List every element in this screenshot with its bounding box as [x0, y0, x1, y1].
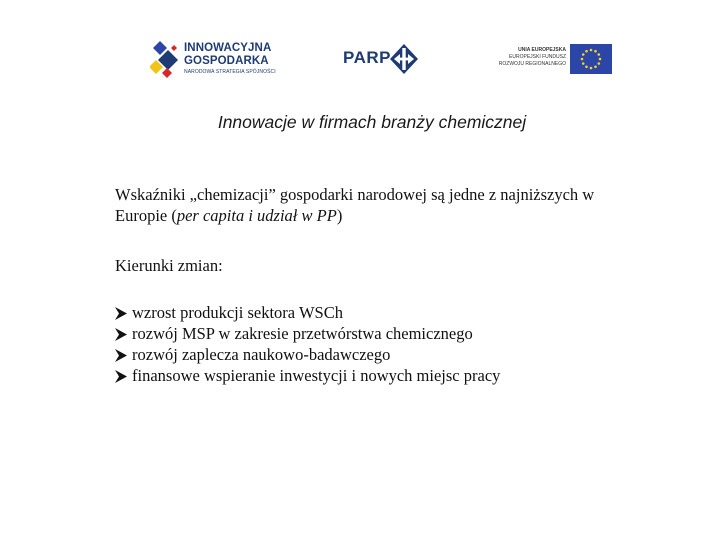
bullet-list [115, 302, 635, 386]
arrow-bullet-icon [115, 305, 132, 318]
logo-text-innowacyjna: INNOWACYJNA [184, 42, 272, 54]
paragraph-chemizacja [115, 184, 635, 226]
paragraph-kierunki: Kierunki zmian: [115, 256, 223, 275]
slide-body [115, 184, 635, 386]
paragraph-chemizacja-text: Wskaźniki „chemizacji” gospodarki narodowej są jedne z najniższych w Europie ( [115, 185, 595, 225]
innowacyjna-gospodarka-emblem [150, 38, 182, 80]
eu-fund-text [499, 47, 566, 68]
unia-europejska-logo [496, 44, 612, 76]
logo-text-strategia: NARODOWA STRATEGIA SPÓJNOŚCI [184, 69, 276, 75]
innowacyjna-gospodarka-logo [150, 38, 282, 82]
list-item [115, 344, 635, 365]
slide-title [0, 112, 720, 133]
slide-title-text: Innowacje w firmach branży chemicznej [217, 112, 527, 132]
parp-logo [343, 44, 423, 78]
list-item [115, 302, 635, 323]
list-item-text: rozwój zaplecza naukowo-badawczego [132, 345, 391, 364]
parp-logo-text: PARP [343, 48, 391, 67]
eu-text-unia: UNIA EUROPEJSKA [518, 47, 566, 53]
paragraph-chemizacja-close: ) [336, 206, 343, 225]
eu-text-rozwoju: ROZWOJU REGIONALNEGO [498, 61, 566, 67]
list-item-text: rozwój MSP w zakresie przetwórstwa chemicznego [132, 324, 473, 343]
arrow-bullet-icon [115, 326, 132, 339]
paragraph-chemizacja-italic: per capita i udział w PP [176, 206, 337, 225]
eu-flag-icon [570, 44, 612, 74]
logo-text-gospodarka: GOSPODARKA [184, 55, 269, 67]
list-item [115, 365, 635, 386]
list-item-text: finansowe wspieranie inwestycji i nowych miejsc pracy [132, 366, 501, 385]
arrow-bullet-icon [115, 347, 132, 360]
list-item-text: wzrost produkcji sektora WSCh [132, 303, 343, 322]
parp-emblem [390, 44, 418, 74]
list-item [115, 323, 635, 344]
eu-text-fundusz: EUROPEJSKI FUNDUSZ [509, 54, 566, 60]
arrow-bullet-icon [115, 368, 132, 381]
